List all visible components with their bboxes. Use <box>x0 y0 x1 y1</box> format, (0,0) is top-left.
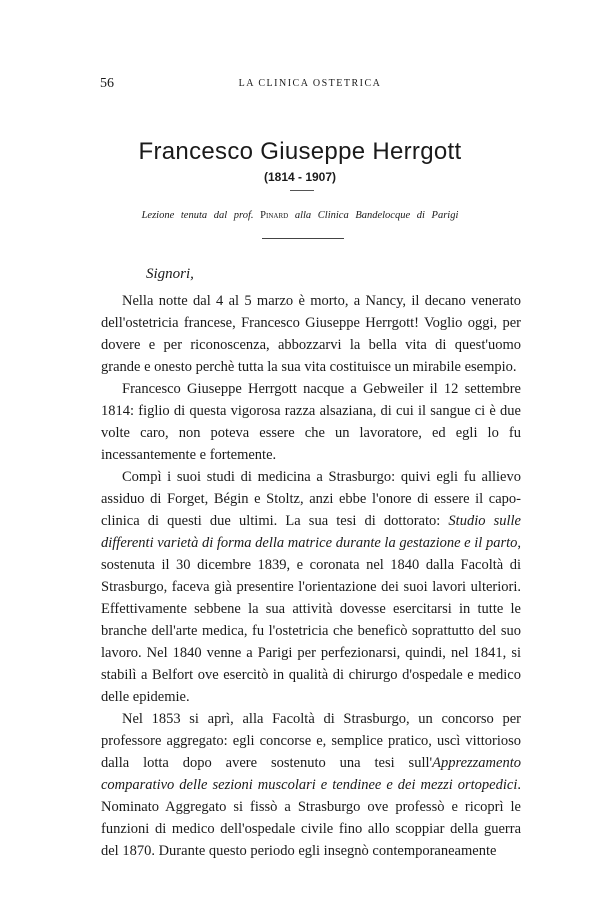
body-paragraph <box>101 378 521 466</box>
body-paragraph <box>101 290 521 378</box>
body-paragraph <box>101 466 521 708</box>
page-number: 56 <box>100 76 114 91</box>
lecture-prefix: Lezione tenuta dal prof. <box>141 210 254 221</box>
life-dates: (1814 - 1907) <box>263 170 337 184</box>
section-divider <box>262 238 344 239</box>
lecture-attribution <box>0 210 600 221</box>
italic-title-text: Apprezzamento comparativo delle sezioni muscolari e tendinee e dei mezzi ortopedici <box>101 755 521 793</box>
journal-title: LA CLINICA OSTETRICA <box>238 78 382 89</box>
paragraph-text: Nel 1853 si aprì, alla Facoltà di Strasburgo, un concorso per professore aggregato: egli concorse e, semplice pratico, uscì vittorioso dalla lotta dopo avere sostenuto una tesi sull' <box>101 711 521 771</box>
paragraph-text: , sostenuta il 30 dicembre 1839, e coronata nel 1840 dalla Facoltà di Strasburgo, faceva già presentire l'orientazione dei suoi lavori ulteriori. Effettivamente sebbene la sua attività dovesse esercitarsi in tutte le branche dell'arte medica, fu l'ostetricia che beneficò soprattutto del suo lavoro. Nel 1840 venne a Parigi per perfezionarsi, quindi, nel 1841, si stabilì a Belfort ove esercitò in qualità di chirurgo d'ospedale e medico delle epidemie. <box>101 535 521 705</box>
paragraph-text: Nella notte dal 4 al 5 marzo è morto, a Nancy, il decano venerato dell'ostetricia francese, Francesco Giuseppe Herrgott! Voglio oggi, per dovere e per riconoscenza, abbozzarvi la bella vita di quest'uomo grande e onesto perchè tutta la sua vita costituisce un mirabile esempio. <box>101 293 521 375</box>
paragraph-text: . Nominato Aggregato si fissò a Strasburgo ove professò e ricoprì le funzioni di medico dell'ospedale civile fino allo scoppiar della guerra del 1870. Durante questo periodo egli insegnò contemporaneamente <box>101 777 521 859</box>
lecture-suffix: alla Clinica Bandelocque di Parigi <box>294 210 459 221</box>
article-body <box>101 290 521 862</box>
paragraph-text: Compì i suoi studi di medicina a Strasburgo: quivi egli fu allievo assiduo di Forget, Bégin e Stoltz, anzi ebbe l'onore di essere il capo-clinica di questi due ultimi. La sua tesi di dottorato: <box>101 469 521 529</box>
italic-title-text: Studio sulle differenti varietà di forma della matrice durante la gestazione e il parto <box>101 513 521 551</box>
paragraph-text: Francesco Giuseppe Herrgott nacque a Gebweiler il 12 settembre 1814: figlio di questa vigorosa razza alsaziana, di cui il sangue ci è due volte caro, non poteva essere che un lavoratore, ed egli lo fu incessantemente e fortemente. <box>101 381 521 463</box>
lecturer-name: Pinard <box>260 210 289 221</box>
body-paragraph <box>101 708 521 862</box>
article-title: Francesco Giuseppe Herrgott <box>138 138 462 165</box>
salutation: Signori, <box>146 266 194 282</box>
running-header <box>100 76 520 94</box>
short-divider <box>290 190 314 191</box>
